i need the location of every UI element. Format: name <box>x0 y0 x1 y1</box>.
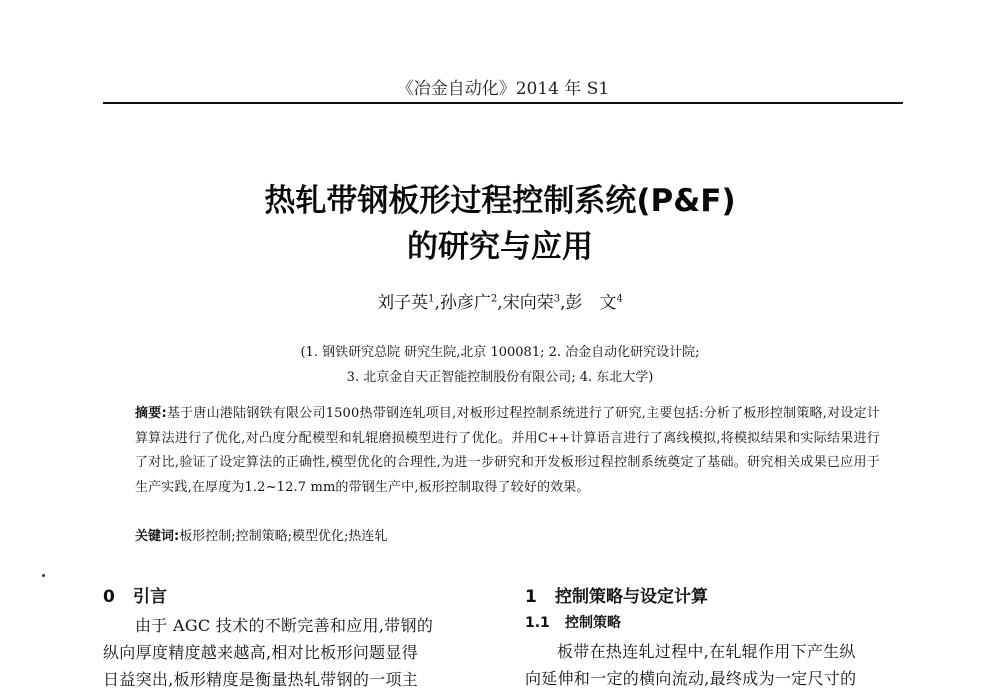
title-line-2: 的研究与应用 <box>407 229 593 265</box>
keywords-text: 板形控制;控制策略;模型优化;热连轧 <box>179 529 388 544</box>
author: 宋向荣$^3$ <box>502 293 561 313</box>
paper-title <box>100 178 900 270</box>
abstract-text: 基于唐山港陆钢铁有限公司1500热带钢连轧项目,对板形过程控制系统进行了研究,主要包括:分析了板形控制策略,对设定计算算法进行了优化,对凸度分配模型和轧辊磨损模型进行了优化。并用C++计算语言进行了离线模拟,将模拟结果和实际结果进行了对比,验证了设定算法的正确性,模型优化的合理性,为进一步研究和开发板形过程控制系统奠定了基础。研究相关成果已应用于生产实践,在厚度为1.2~12.7 mm的带钢生产中,板形控制取得了较好的效果。 <box>135 406 881 495</box>
section-heading-intro: 0 引言 <box>103 587 167 607</box>
title-line-1: 热轧带钢板形过程控制系统(P&F) <box>264 183 736 219</box>
body-line: 向延伸和一定的横向流动,最终成为一定尺寸的 <box>525 669 857 688</box>
affiliation-line-1: (1. 钢铁研究总院 研究生院,北京 100081; 2. 冶金自动化研究设计院; <box>300 345 700 360</box>
body-line: 板带在热连轧过程中,在轧辊作用下产生纵 <box>557 642 856 661</box>
left-column <box>103 582 493 693</box>
abstract-label: 摘要: <box>135 406 167 421</box>
section-heading-1: 1 控制策略与设定计算 <box>525 587 708 607</box>
journal-header: 《冶金自动化》2014 年 S1 <box>396 79 610 99</box>
scan-speck <box>42 574 45 577</box>
abstract <box>135 402 880 500</box>
body-line: 纵向厚度精度越来越高,相对比板形问题显得 <box>103 643 419 662</box>
body-line: 由于 AGC 技术的不断完善和应用,带钢的 <box>135 616 434 635</box>
header-rule <box>103 102 903 104</box>
right-column <box>525 582 915 692</box>
keywords-label: 关键词: <box>135 529 180 544</box>
author-list: 刘子英$^1$,孙彦广$^2$,宋向荣$^3$,彭 文$^4$ <box>377 293 623 313</box>
affiliation-line-2: 3. 北京金自天正智能控制股份有限公司; 4. 东北大学) <box>346 370 654 385</box>
author: 彭 文$^4$ <box>565 293 623 313</box>
author: 刘子英$^1$ <box>377 293 435 313</box>
body-line: 日益突出,板形精度是衡量热轧带钢的一项主 <box>103 670 419 689</box>
keywords <box>135 525 880 544</box>
affiliations <box>100 340 900 390</box>
author: 孙彦广$^2$ <box>439 293 498 313</box>
subsection-heading-1-1: 1.1 控制策略 <box>525 615 621 631</box>
